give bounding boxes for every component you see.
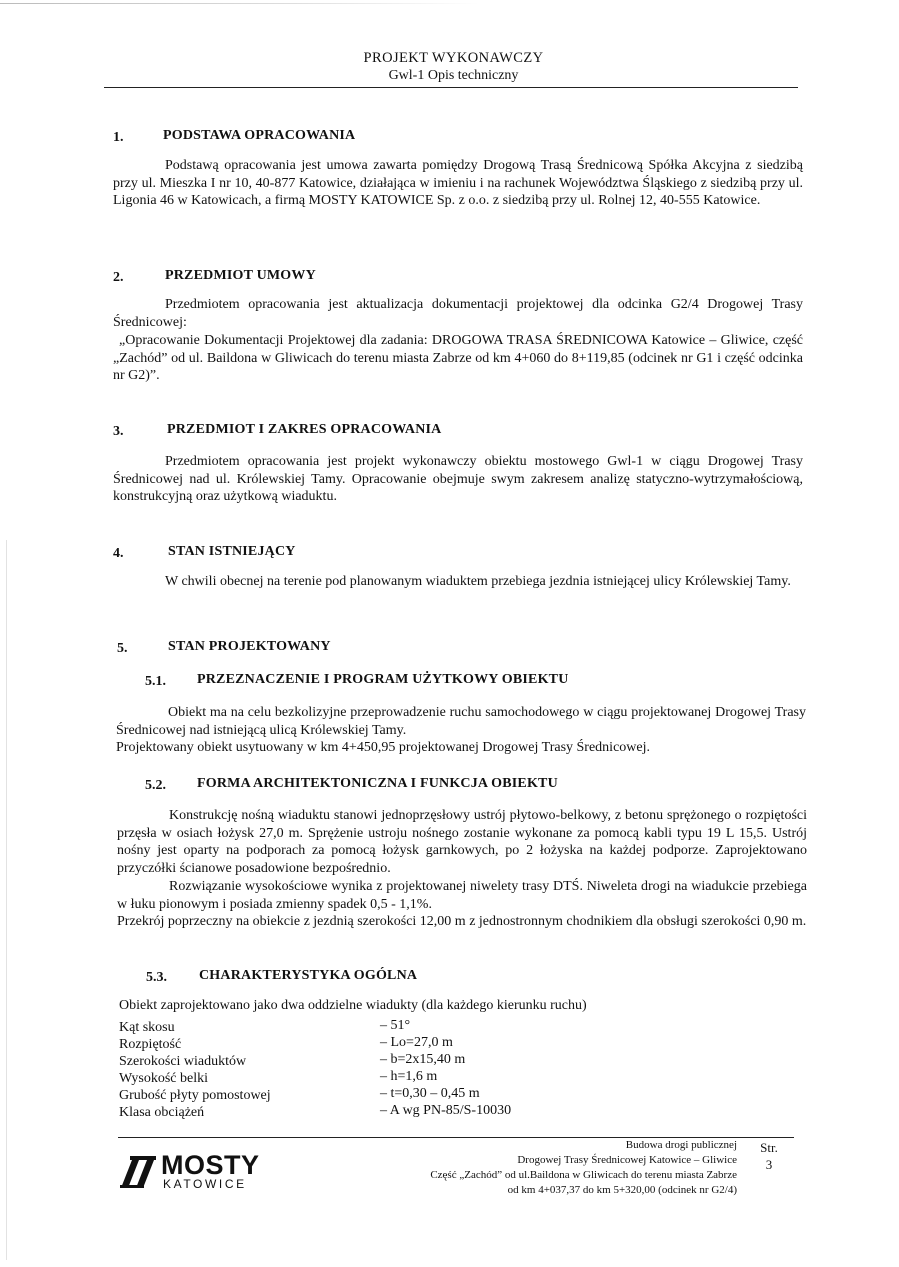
logo-subtitle: KATOWICE bbox=[163, 1177, 247, 1191]
page-number: 3 bbox=[765, 1157, 773, 1172]
section-4-title: STAN ISTNIEJĄCY bbox=[168, 544, 296, 559]
section-5-2-number: 5.2. bbox=[145, 778, 166, 793]
section-4-number: 4. bbox=[113, 546, 124, 561]
spec-label: Rozpiętość bbox=[119, 1037, 182, 1052]
section-5-title: STAN PROJEKTOWANY bbox=[168, 639, 331, 654]
section-1-number: 1. bbox=[113, 130, 124, 145]
spec-value: – Lo=27,0 m bbox=[380, 1035, 453, 1050]
scan-artifact-top bbox=[0, 3, 480, 4]
mosty-katowice-logo bbox=[118, 1152, 268, 1192]
section-2-number: 2. bbox=[113, 270, 124, 285]
section-5-1-number: 5.1. bbox=[145, 674, 166, 689]
section-2-text-2: „Opracowanie Dokumentacji Projektowej dla zadania: DROGOWA TRASA ŚREDNICOWA Katowice – Gliwice, część „Zachód” od ul. Baildona w Gliwicach do terenu miasta Zabrze od km 4+060 do 8+119,85 (odcinek nr G1 i część odcinka nr G2)”. bbox=[113, 333, 803, 383]
section-2-title: PRZEDMIOT UMOWY bbox=[165, 268, 316, 283]
section-5-1-text-2: Projektowany obiekt usytuowany w km 4+450,95 projektowanej Drogowej Trasy Średnicowej. bbox=[116, 740, 650, 755]
section-3-number: 3. bbox=[113, 424, 124, 439]
page-header-subtitle: Gwl-1 Opis techniczny bbox=[388, 68, 519, 83]
section-5-3-intro: Obiekt zaprojektowano jako dwa oddzielne wiadukty (dla każdego kierunku ruchu) bbox=[119, 998, 587, 1013]
spec-value: – 51° bbox=[380, 1018, 411, 1033]
section-5-3-number: 5.3. bbox=[146, 970, 167, 985]
logo-name: MOSTY bbox=[161, 1150, 260, 1180]
spec-label: Szerokości wiaduktów bbox=[119, 1054, 247, 1069]
page-label: Str. bbox=[760, 1140, 778, 1155]
section-5-3-title: CHARAKTERYSTYKA OGÓLNA bbox=[199, 968, 418, 983]
section-4-text: W chwili obecnej na terenie pod planowanym wiaduktem przebiega jezdnia istniejącej ulicy Królewskiej Tamy. bbox=[165, 574, 791, 589]
section-2-text-1: Przedmiotem opracowania jest aktualizacja dokumentacji projektowej dla odcinka G2/4 Drogowej Trasy Średnicowej: bbox=[113, 297, 803, 330]
spec-value: – A wg PN-85/S-10030 bbox=[380, 1103, 512, 1118]
footer-line-1: Budowa drogi publicznej bbox=[625, 1139, 737, 1151]
spec-value: – t=0,30 – 0,45 m bbox=[380, 1086, 480, 1101]
scan-artifact-edge bbox=[6, 540, 7, 1260]
section-5-1-text-1: Obiekt ma na celu bezkolizyjne przeprowadzenie ruchu samochodowego w ciągu projektowanej Drogowej Trasy Średnicowej nad istniejącą ulicą Królewskiej Tamy. bbox=[116, 705, 806, 738]
footer-line-4: od km 4+037,37 do km 5+320,00 (odcinek nr G2/4) bbox=[507, 1184, 737, 1196]
section-1-text: Podstawą opracowania jest umowa zawarta pomiędzy Drogową Trasą Średnicową Spółka Akcyjna z siedzibą przy ul. Mieszka I nr 10, 40-877 Katowice, działająca w imieniu i na rachunek Województwa Śląskiego z siedzibą przy ul. Ligonia 46 w Katowicach, a firmą MOSTY KATOWICE Sp. z o.o. z siedzibą przy ul. Rolnej 12, 40-555 Katowice. bbox=[113, 158, 803, 208]
spec-label: Kąt skosu bbox=[119, 1020, 175, 1035]
section-5-2-text-3: Przekrój poprzeczny na obiekcie z jezdnią szerokości 12,00 m z jednostronnym chodnikiem dla obsługi szerokości 0,90 m. bbox=[117, 914, 807, 929]
spec-label: Wysokość belki bbox=[119, 1071, 208, 1086]
section-5-1-title: PRZEZNACZENIE I PROGRAM UŻYTKOWY OBIEKTU bbox=[197, 672, 569, 687]
spec-label: Grubość płyty pomostowej bbox=[119, 1088, 271, 1103]
footer-line-2: Drogowej Trasy Średnicowej Katowice – Gliwice bbox=[517, 1154, 737, 1166]
header-rule bbox=[104, 87, 798, 88]
section-3-text: Przedmiotem opracowania jest projekt wykonawczy obiektu mostowego Gwl-1 w ciągu Drogowej Trasy Średnicowej nad ul. Królewskiej Tamy. Opracowanie obejmuje swym zakresem analizę statyczno-wytrzymałościową, konstrukcyjną oraz użytkową wiaduktu. bbox=[113, 454, 803, 504]
spec-value: – h=1,6 m bbox=[380, 1069, 438, 1084]
section-5-2-text-1: Konstrukcję nośną wiaduktu stanowi jednoprzęsłowy ustrój płytowo-belkowy, z betonu sprężonego o rozpiętości przęsła w osiach łożysk 27,0 m. Sprężenie ustroju nośnego zostanie wykonane za pomocą kabli typu 19 L 15,5. Ustrój nośny jest oparty na podporach za pomocą łożysk garnkowych, po 2 łożyska na każdej podporze. Zaprojektowano przyczółki ścianowe posadowione bezpośrednio. bbox=[117, 808, 807, 876]
section-5-2-text-2: Rozwiązanie wysokościowe wynika z projektowanej niwelety trasy DTŚ. Niweleta drogi na wiadukcie przebiega w łuku pionowym i posiada zmienny spadek 0,5 - 1,1%. bbox=[117, 879, 807, 912]
section-1-title: PODSTAWA OPRACOWANIA bbox=[163, 128, 356, 143]
section-5-number: 5. bbox=[117, 641, 128, 656]
section-5-2-title: FORMA ARCHITEKTONICZNA I FUNKCJA OBIEKTU bbox=[197, 776, 558, 791]
page-header-title: PROJEKT WYKONAWCZY bbox=[363, 50, 544, 66]
footer-line-3: Część „Zachód” od ul.Baildona w Gliwicach do terenu miasta Zabrze bbox=[430, 1169, 737, 1181]
spec-label: Klasa obciążeń bbox=[119, 1105, 205, 1120]
logo-mark-icon bbox=[118, 1154, 158, 1190]
section-3-title: PRZEDMIOT I ZAKRES OPRACOWANIA bbox=[167, 422, 442, 437]
spec-value: – b=2x15,40 m bbox=[380, 1052, 466, 1067]
